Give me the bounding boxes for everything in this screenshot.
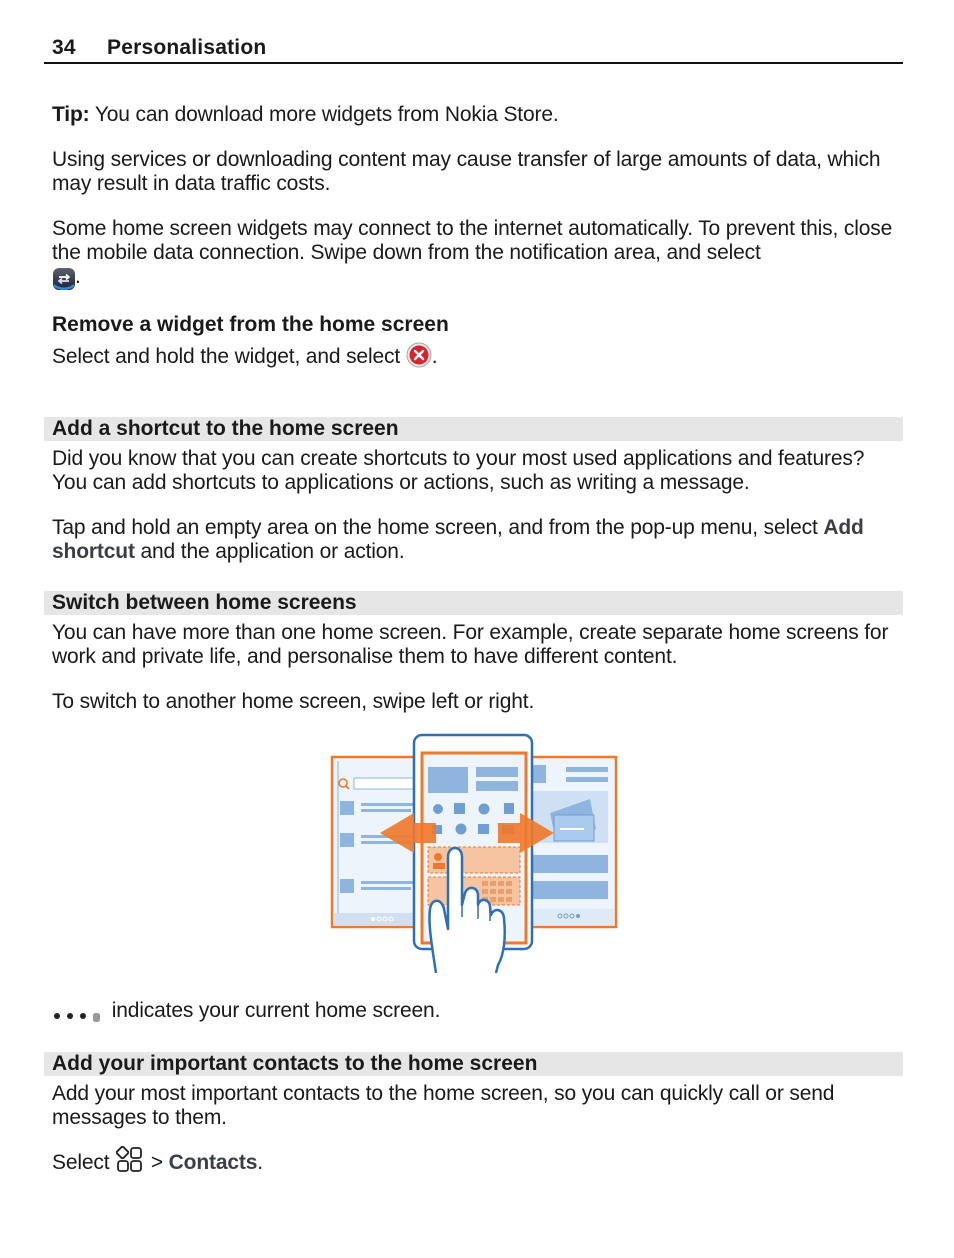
remove-widget-text: Select and hold the widget, and select xyxy=(52,345,401,368)
tip-label: Tip: xyxy=(52,103,90,126)
contacts-select-paragraph xyxy=(52,1151,902,1175)
add-shortcut-para2-end: and the application or action. xyxy=(134,540,405,563)
tip-paragraph xyxy=(52,103,902,127)
contacts-section-heading: Add your important contacts to the home screen xyxy=(44,1052,903,1076)
add-shortcut-section-heading: Add a shortcut to the home screen xyxy=(44,417,903,441)
contacts-term: Contacts xyxy=(168,1151,258,1174)
swipe-home-screens-illustration xyxy=(328,733,620,975)
menu-icon xyxy=(115,1146,145,1174)
switch-screens-para1: You can have more than one home screen. For example, create separate home screens for work and private life, and personalise them to have different content. xyxy=(52,621,889,668)
page-header xyxy=(44,34,903,64)
page-number: 34 xyxy=(52,36,76,59)
switch-screens-para2: To switch to another home screen, swipe left or right. xyxy=(52,690,535,713)
remove-widget-paragraph: Select and hold the widget, and select . xyxy=(52,345,902,369)
switch-screens-section-heading: Switch between home screens xyxy=(44,591,903,615)
select-separator: > xyxy=(145,1151,169,1174)
mobile-data-icon xyxy=(52,267,76,291)
widgets-internet-text: Some home screen widgets may connect to the internet automatically. To prevent this, close the mobile data connection. Swipe down from the notification area, and select xyxy=(52,217,893,264)
data-costs-paragraph: Using services or downloading content may cause transfer of large amounts of data, which may result in data traffic costs. xyxy=(52,148,881,195)
tip-text: You can download more widgets from Nokia Store. xyxy=(89,103,559,126)
chapter-title: Personalisation xyxy=(107,36,267,59)
widgets-internet-paragraph: Some home screen widgets may connect to the internet automatically. To prevent this, close the mobile data connection. Swipe down from the notification area, and select . xyxy=(52,217,902,292)
add-shortcut-para2 xyxy=(52,516,902,564)
add-shortcut-para2-text: Tap and hold an empty area on the home screen, and from the pop-up menu, select xyxy=(52,516,824,539)
add-shortcut-para1: Did you know that you can create shortcuts to your most used applications and features? You can add shortcuts to applications or actions, such as writing a message. xyxy=(52,447,865,494)
close-icon xyxy=(406,342,432,368)
select-text: Select xyxy=(52,1151,110,1174)
remove-widget-heading: Remove a widget from the home screen xyxy=(52,313,449,336)
add-shortcut-term: Add shortcut xyxy=(52,516,864,563)
contacts-para1: Add your most important contacts to the home screen, so you can quickly call or send messages to them. xyxy=(52,1082,835,1129)
indicator-paragraph xyxy=(52,999,902,1023)
indicator-text: indicates your current home screen. xyxy=(111,999,441,1022)
select-end: . xyxy=(257,1151,263,1174)
home-screen-indicator-icon xyxy=(52,1003,106,1023)
